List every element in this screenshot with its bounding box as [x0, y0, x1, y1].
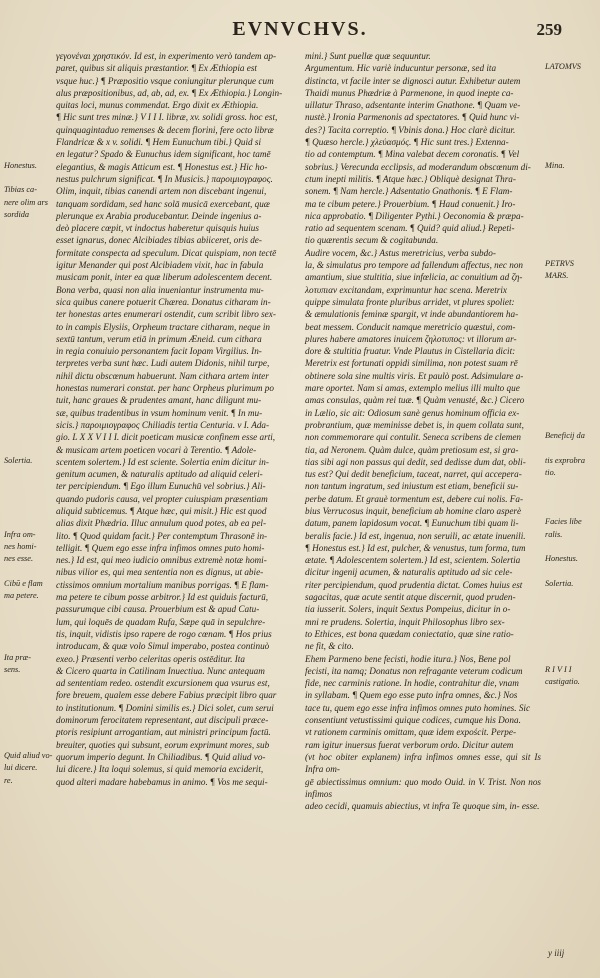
text-line: sæ, quibus tradentibus in vsum hominum venit. ¶ In mu- — [56, 407, 263, 418]
margin-note: Ita præ- — [4, 652, 31, 662]
text-line: dore & stultitia fruatur. Vnde Plautus in Cistellaria dicit: — [305, 346, 516, 357]
text-line: perbe datum. Et grauè tormentum est, debere cui nolis. Fa- — [305, 493, 524, 504]
text-line: obtinere sola sine multis viris. Et paulò post. Adsimulare a- — [305, 370, 524, 381]
text-line: vsque huc.} ¶ Præpositio vsque coniungitur plerunque cum — [56, 75, 274, 86]
text-line: to Ethices, est bona quædam coniectatio, quæ sine ratio- — [305, 628, 514, 639]
margin-note: Cibū e flam — [4, 578, 43, 588]
margin-note: Facies libe — [545, 517, 582, 527]
margin-note: MARS. — [545, 271, 569, 281]
text-line: nes.} Id est, qui meo iudicio omnibus extremè notæ homi- — [56, 555, 267, 566]
text-line: sonem. ¶ Nam hercle.} Adsentatio Gnathonis. ¶ E Flam- — [305, 186, 513, 197]
text-line: ram igitur inuersus fuerat verborum ordo. Dicitur autem — [305, 739, 514, 750]
text-line: Ehem Parmeno bene fecisti, hodie itura.} Nos, Bene pol — [305, 653, 511, 664]
margin-note: Beneficij da — [545, 431, 585, 441]
text-line: fore breuem, qualem esse debere Fabius præcipit libro quar — [56, 690, 277, 701]
text-line: tia iusserit. Solers, inquit Sextus Pompeius, dicitur in o- — [305, 604, 511, 615]
text-line: probrantium, quæ meminisse debet is, in quem collata sunt, — [305, 419, 524, 430]
text-line: alias dixit Phædria. Illuc annulum quod potes, ab ea pel- — [56, 518, 267, 529]
text-line: ¶ Honestus est.} Id est, pulcher, & venustus, tum forma, tum — [305, 542, 526, 553]
text-line: des?} Tacita correptio. ¶ Vbinis dona.} Hoc clarè dicitur. — [305, 124, 516, 135]
text-line: genitum acumen, & naturalis aptitudo ad aliquid celeri- — [56, 469, 263, 480]
text-line: lum, qui loquēs de quadam Rufa, Sæpe quā in sepulchre- — [56, 616, 266, 627]
text-line: dicitur ingenij acumen, & naturalis aptitudo ad sic cele- — [305, 567, 513, 578]
text-line: tia, ad Neronem. Quàm dulce, quàm pretiosum est, si gra- — [305, 444, 519, 455]
text-line: ratio ad sequentem scenam. ¶ Quid? quid aliud.} Repeti- — [305, 223, 515, 234]
margin-note: R I V I I — [545, 665, 572, 674]
text-line: nestus pulchrum significat. ¶ In Musicis.} παροιμιογραφος. — [56, 173, 273, 184]
margin-note: ma petere. — [4, 591, 39, 601]
text-line: ter honestas artes enumerari ostendit, cum scribit libro sex- — [56, 309, 276, 320]
text-line: datum, panem lapidosum vocat. ¶ Eunuchum tibi quam li- — [305, 518, 519, 529]
text-line: adeo cecidi, quamuis abiectius, vt infra Te quoque sim, in- esse. — [305, 801, 540, 812]
text-line: beat messem. Conducit namque meretricio quæstui, com- — [305, 321, 516, 332]
text-line: alus præpositionibus, ad, ab, ad, ex. ¶ Ex Æthiopia.} Longin- — [56, 87, 283, 98]
text-line: paret, quibus sit aliquis præstantior. ¶ Ex Æthiopia est — [56, 63, 257, 74]
margin-note: Solertia. — [545, 578, 574, 588]
text-line: in Lælio, sic ait: Odiosum sanè genus hominum officia ex- — [305, 407, 520, 418]
text-line: nustè.} Ironia Parmenonis ad spectatores. ¶ Quid hunc vi- — [305, 112, 520, 123]
text-line: tus est? Qui dedit beneficium, taceat, narret, qui accepera- — [305, 469, 522, 480]
text-line: esset ignarus, donec Alcibiades tibias abiiceret, oris de- — [56, 235, 262, 246]
text-line: tuit, hanc graues & prudentes amant, hanc diligunt mu- — [56, 395, 262, 406]
text-line: sicis.} παροιμιογραφος Chiliadis tertia Centuria. v I. Ada- — [56, 419, 270, 430]
text-line: sextū tantum, verum etiā in primum Æneid. cum cithara — [56, 333, 262, 344]
margin-note: LATOMVS — [545, 62, 581, 72]
text-line: tanquam sordidam, sed hanc solā musicā exercebant, quæ — [56, 198, 270, 209]
text-line: Argumentum. Hic variè inducuntur personæ, sed ita — [305, 63, 497, 74]
text-line: riter percipiendum, quod prudentia dictat. Comes huius est — [305, 579, 523, 590]
text-line: Meretrix est fortunati oppidi similima, non potest suam rē — [305, 358, 518, 369]
text-line: ctum inepti militis. ¶ Atque hæc.} Obliquè designat Thra- — [305, 173, 516, 184]
margin-note: Honestus. — [4, 160, 37, 170]
margin-note: Tibias ca- — [4, 185, 37, 195]
text-line: musicam ponit, inter ea quæ liberum adolescentem decent. — [56, 272, 273, 283]
text-line: fecisti, ita namq; Donatus non refragante veterum codicum — [305, 665, 523, 676]
text-line: γεγονέναι χρηστικόν. Id est, in experimento verò tandem ap- — [56, 51, 277, 61]
text-line: quinquagintaduo remenses & decem florini, fere octo libræ — [56, 124, 274, 135]
text-line: sobrius.} Verecunda ecclipsis, ad moderandum obscœnum di- — [305, 161, 531, 172]
margin-note: nere olim ars — [4, 197, 48, 207]
text-line: breuiter, quoties qui subsunt, eorum exprimunt mores, sub — [56, 739, 270, 750]
text-line: honestas numerari constat. per hanc Orpheus plurimum po — [56, 383, 274, 394]
text-line: tis, inquit, vidistis ipso rapere de rogo cœnam. ¶ Hos prius — [56, 628, 272, 639]
text-line: aliquid subticemus. ¶ Atque hæc, qui misit.} Hic est quod — [56, 505, 267, 516]
margin-note: Solertia. — [4, 455, 33, 465]
text-line: ctissimos omnium mortalium manibus porrigas. ¶ E flam- — [56, 579, 269, 590]
text-line: deò placere cœpit, vt indoctus haberetur quisquis huius — [56, 223, 259, 234]
text-line: tace tu, quem ego esse infra infimos omnes puto homines. Sic — [305, 702, 531, 713]
text-line: quippe simulata fronte pluribus arridet, vt plures spoliet: — [305, 296, 515, 307]
margin-note: sens. — [4, 665, 21, 674]
text-line: lito. ¶ Quod quidam facit.} Per contemptum Thrasonē in- — [56, 530, 268, 541]
text-line: ma petere te cibum posse arbitror.} Id est quiduis facturū, — [56, 592, 268, 603]
text-line: plures habere amatores inuicem ζηλοτυπος: vt illorum ar- — [305, 333, 517, 344]
text-line: Olim, inquit, tibias canendi artem non discebant ingenui, — [56, 186, 267, 197]
text-line: Bona verba, quasi non alia inueniantur instrumenta mu- — [56, 284, 264, 295]
text-line: amas consulas, quàm rei tuæ. ¶ Quàm venusté, &c.} Cicero — [305, 395, 525, 406]
text-line: non tantum ingratum, sed iniustum est etiam, beneficii su- — [305, 481, 519, 492]
text-line: λοτυπιαν excitandam, exprimuntur hac scena. Meretrix — [305, 284, 507, 295]
text-line: dominorum ferocitatem representant, aut discipuli præce- — [56, 715, 269, 726]
text-line: nibus vilior es, qui mea sententia non es dignus, ut abie- — [56, 567, 264, 578]
page-header — [0, 8, 600, 48]
text-line: igitur Menander qui post Alcibiadem vixit, hac in fabula — [56, 260, 264, 271]
text-line: fide, nec carminis ratione. In hodie, contrahitur die, vnam — [305, 678, 519, 689]
text-line: uillatur Thraso, adsentante interim Gnathone. ¶ Quam ve- — [305, 100, 521, 111]
text-line: mni re prudens. Solertia, inquit Philosophus libro sex- — [305, 616, 505, 627]
text-line: non commemorare qui contulit. Seneca scribens de clemen — [305, 432, 522, 443]
text-line: (vt hoc obiter explanem) infra infimos omnes esse, qui sit Is Infra om- — [305, 751, 541, 775]
text-line: la, & simulatus pro tempore ad fallendum affectus, nec non — [305, 260, 524, 271]
text-line: mini.} Sunt puellæ quæ sequuntur. — [305, 51, 431, 61]
text-line: & musicam artem poeticen vocari à Terentio. ¶ Adole- — [56, 444, 257, 455]
text-line: quando pudoris causa, vel propter cuiuspiam præsentiam — [56, 493, 268, 504]
right-text-column — [305, 50, 541, 812]
text-line: tio ad contemptum. ¶ Mina valebat decem coronatis. ¶ Vel — [305, 149, 520, 160]
text-line: exeo.} Præsenti verbo celeritas operis ostēditur. Ita — [56, 653, 245, 664]
margin-note: re. — [4, 775, 13, 785]
text-line: consentiunt vetustissimi quique codices, cumque his Dona. — [305, 715, 521, 726]
text-line: gio. L X X V I I I. dicit poeticam musicæ confinem esse arti, — [56, 432, 276, 443]
text-line: & æmulationis feminæ spargit, vt inde abundantiorem ha- — [305, 309, 519, 320]
text-line: plerunque ex Arabia producebantur. Deinde ingenius a- — [56, 210, 262, 221]
signature-mark: y iiij — [548, 948, 565, 958]
text-line: & Cicero quarta in Catilinam Inuectiua. Nunc antequam — [56, 665, 265, 676]
text-line: nica approbatio. ¶ Diligenter Pythi.} Oeconomia & præpa- — [305, 210, 524, 221]
text-line: amantium, siue stultitia, siue infœlicia, ac conuitium ad ζη- — [305, 272, 523, 283]
margin-note: castigatio. — [545, 677, 580, 687]
text-line: terpretes verba sunt hæc. Ludi autem Didonis, nihil turpe, — [56, 358, 270, 369]
text-line: sica quibus canere potuerit Chærea. Donatus citharam in- — [56, 296, 271, 307]
page-number: 259 — [536, 20, 562, 39]
text-line: ma te cibum petere.} Prouerbium. ¶ Haud conuenit.} Iro- — [305, 198, 516, 209]
text-line: nihil dictu obscœnum habuerunt. Nam cithara artem inter — [56, 370, 269, 381]
text-line: ad sententiam redeo. ostendit excursionem qua vsurus est, — [56, 678, 270, 689]
margin-note: Infra om- — [4, 529, 36, 539]
text-line: bius Verrucosus inquit, beneficium ab homine claro asperè — [305, 505, 522, 516]
text-line: formitate conspecta ad speculum. Dicat quispiam, non tectē — [56, 247, 277, 258]
margin-note: Quid aliud vo- — [4, 751, 53, 761]
text-line: scentem solertem.} Id est sciente. Solertia enim dicitur in- — [56, 456, 269, 467]
margin-note: nes homi- — [4, 542, 37, 551]
text-line: Thaidi munus Phædriæ à Parmenone, in quod inepte ca- — [305, 87, 514, 98]
text-line: to institutionum. ¶ Domini similis es.} Dici solet, cum serui — [56, 702, 274, 713]
text-line: quitas loci, munus commendat. Ergo dixit ex Æthiopia. — [56, 100, 259, 111]
text-line: in regia conuiuio personantem facit Iopam Virgilius. In- — [56, 346, 262, 357]
text-line: en legatur? Spado & Eunuchus idem significant, hoc tamē — [56, 149, 271, 160]
text-line: Audire vocem, &c.} Astus meretricius, verba subdo- — [305, 247, 496, 258]
margin-note: sordida — [4, 209, 30, 219]
text-line: quorum imperio degunt. In Chiliadibus. ¶ Quid aliud vo- — [56, 751, 266, 762]
text-line: to in campis Elysiis, Orpheum tractare citharam, neque in — [56, 321, 271, 332]
margin-note: lui dicere. — [4, 763, 38, 773]
margin-note: tis exprobra — [545, 455, 586, 465]
text-line: quod alteri madare habebamus in animo. ¶ Vos me sequi- — [56, 776, 268, 787]
text-line: Flandricæ & x v. solidi. ¶ Hem Eunuchum tibi.} Quid si — [56, 137, 262, 148]
text-line: passurumque cibi causa. Prouerbium est & apud Catu- — [56, 604, 260, 615]
text-line: mare oportet. Nam si amas, extemplo melius illi multo que — [305, 383, 520, 394]
margin-note: Mina. — [545, 160, 565, 170]
text-line: ptoris resipiunt arrogantiam, aut ministri principum factū. — [56, 727, 271, 738]
left-text-column — [56, 50, 294, 788]
margin-note: tio. — [545, 468, 556, 478]
text-line: gē abiectissimus omnium: quo modo Ouid. in V. Trist. Non nos infimos — [305, 776, 541, 799]
running-head: EVNVCHVS. — [232, 18, 368, 40]
text-line: introducam, & quæ volo Simul imperabo, postea continuò — [56, 641, 270, 652]
text-line: telligit. ¶ Quem ego esse infra infimos omnes puto homi- — [56, 542, 265, 553]
text-line: ne fit, & cito. — [305, 641, 354, 652]
text-line: beralis facie.} Id est, ingenua, non seruili, ac ætate inuenili. — [305, 530, 526, 541]
text-line: tias sibi agi non passus qui dedit, sed dedisse dum dat, obli- — [305, 456, 526, 467]
text-line: ¶ Quæso hercle.} χλεύασμός. ¶ Hic sunt tres.} Extenna- — [305, 137, 509, 148]
text-line: in syllabam. ¶ Quem ego esse puto infra omnes, &c.} Nos — [305, 690, 518, 701]
margin-note: nes esse. — [4, 554, 34, 564]
text-line: tio quærentis secum & cogitabunda. — [305, 235, 439, 246]
text-line: ter percipiendum. ¶ Ego illum Eunuchū vel sobrius.} Ali- — [56, 481, 266, 492]
text-line: vt rationem carminis omittam, quæ idem expościt. Perpe- — [305, 727, 517, 738]
text-line: lui dicere.} Ita loqui solemus, si quid memoria exciderit, — [56, 764, 264, 775]
text-line: ¶ Hic sunt tres minæ.} V I I I. libræ, xv. solidi gross. hoc est, — [56, 112, 278, 123]
margin-note: ralis. — [545, 529, 563, 539]
text-line: sagacitas, quæ acute sentit atque discernit, quod pruden- — [305, 592, 516, 603]
margin-note: PETRVS — [545, 259, 574, 269]
text-line: ætate. ¶ Adolescentem solertem.} Id est, scientem. Solertia — [305, 555, 521, 566]
text-line: distincta, vt facile inter se dignosci autur. Exhibetur autem — [305, 75, 521, 86]
margin-note: Honestus. — [545, 554, 578, 564]
text-line: elegantius, & magis Atticum est. ¶ Honestus est.} Hic ho- — [56, 161, 268, 172]
